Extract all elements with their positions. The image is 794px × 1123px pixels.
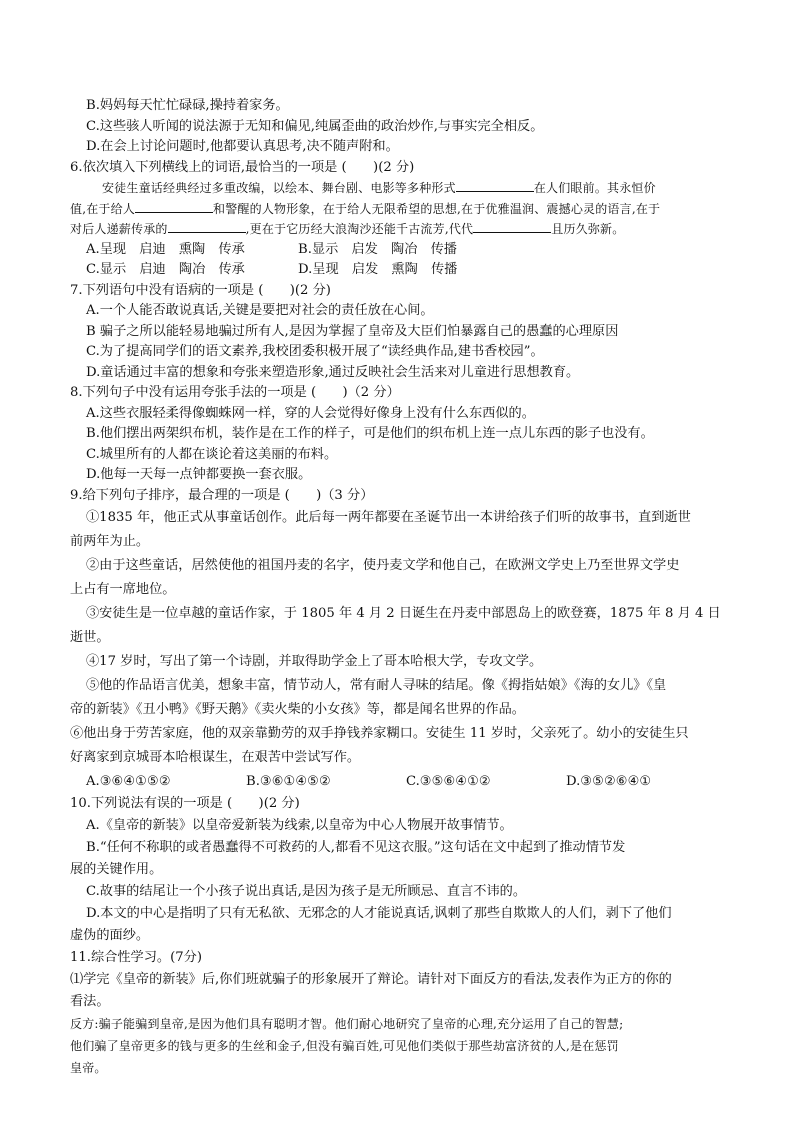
q9-sentence-3-cont: 逝世。 [70, 630, 110, 645]
q9-option-a: A.③⑥④①⑤② [86, 774, 171, 789]
q6-blank-1 [456, 178, 534, 192]
q8-option-b: B.他们摆出两架织布机，装作是在工作的样子，可是他们的织布机上连一点儿东西的影子也没有。 [86, 426, 654, 441]
q10-option-d: D.本文的中心是指明了只有无私欲、无邪念的人才能说真话,讽刺了那些自欺欺人的人们，剥下了他们 [86, 905, 672, 921]
q6-passage-text: ,更在于它历经大浪淘沙还能千古流芳,代代 [245, 222, 474, 236]
q11-opponent-view-1: 反方:骗子能骗到皇帝,是因为他们具有聪明才智。他们耐心地研究了皇帝的心理,充分运用了自己的智慧; [70, 1016, 624, 1031]
q9-stem: 9.给下列句子排序，最合理的一项是 ( )（3 分） [70, 487, 374, 503]
q8-option-a: A.这些衣服轻柔得像蜘蛛网一样，穿的人会觉得好像身上没有什么东西似的。 [86, 405, 535, 421]
q6-passage-line-3 [70, 219, 730, 240]
q11-part-1: ⑴学完《皇帝的新装》后,你们班就骗子的形象展开了辩论。请针对下面反方的看法,发表作为正方的你的 [70, 971, 672, 987]
q9-sentence-5: ⑤他的作品语言优美，想象丰富，情节动人，常有耐人寻味的结尾。像《拇指姑娘》《海的女儿》《皇 [86, 678, 667, 693]
q10-option-a: A.《皇帝的新装》以皇帝爱新装为线索,以皇帝为中心人物展开故事情节。 [86, 817, 513, 833]
q9-sentence-4: ④17 岁时，写出了第一个诗剧，并取得助学金上了哥本哈根大学，专攻文学。 [86, 654, 543, 669]
q11-opponent-view-2: 他们骗了皇帝更多的钱与更多的生丝和金子,但没有骗百姓,可见他们类似于那些劫富济贫的人,是在惩罚 [70, 1038, 619, 1053]
q10-stem: 10.下列说法有误的一项是 ( )(2 分) [70, 796, 300, 811]
q10-option-c: C.故事的结尾让一个小孩子说出真话,是因为孩子是无所顾忌、直言不讳的。 [86, 883, 527, 899]
q6-passage-line-2 [70, 199, 730, 220]
q6-stem: 6.依次填入下列横线上的词语,最恰当的一项是 ( )(2 分) [70, 159, 415, 175]
q6-options-row-2 [70, 260, 730, 281]
q9-sentence-1: ①1835 年，他正式从事童话创作。此后每一两年都要在圣诞节出一本讲给孩子们听的故事书，直到逝世 [86, 510, 691, 525]
q6-blank-4 [473, 219, 551, 233]
q9-sentence-6: ⑥他出身于劳苦家庭，他的双亲靠勤劳的双手挣钱养家糊口。安徒生 11 岁时，父亲死了。幼小的安徒生只 [70, 726, 689, 741]
q5-option-c: C.这些骇人听闻的说法源于无知和偏见,纯属歪曲的政治炒作,与事实完全相反。 [86, 118, 544, 134]
q6-option-c: C.显示 启迪 陶冶 传承 [86, 262, 245, 277]
q7-option-c: C.为了提高同学们的语文素养,我校团委积极开展了“读经典作品,建书香校园”。 [86, 344, 544, 359]
q9-option-c: C.③⑤⑥④①② [406, 774, 491, 789]
q6-blank-3 [168, 219, 246, 233]
q6-options-row-1 [70, 240, 730, 261]
q7-option-b: B 骗子之所以能轻易地骗过所有人,是因为掌握了皇帝及大臣们怕暴露自己的愚蠢的心理原因 [86, 323, 619, 339]
q7-option-a: A.一个人能否敢说真话,关键是要把对社会的责任放在心间。 [86, 303, 434, 318]
q9-sentence-3: ③安徒生是一位卓越的童话作家，于 1805 年 4 月 2 日诞生在丹麦中部恩岛上的欧登赛，1875 年 8 月 4 日 [86, 606, 721, 621]
q7-stem: 7.下列语句中没有语病的一项是 ( )(2 分) [70, 282, 331, 298]
q10-option-b: B.“任何不称职的或者愚蠢得不可救药的人,都看不见这衣服。”这句话在文中起到了推动情节发 [86, 839, 626, 855]
q5-option-d: D.在会上讨论问题时,他都要认真思考,决不随声附和。 [86, 139, 399, 154]
q9-sentence-1-cont: 前两年为止。 [70, 534, 150, 549]
q6-passage-text: 和警醒的人物形象，在于给人无限希望的思想,在于优雅温润、震撼心灵的语言,在于 [213, 201, 661, 216]
q10-option-d-cont: 虚伪的面纱。 [70, 927, 150, 943]
q6-passage-text: 且历久弥新。 [551, 222, 625, 236]
q6-option-d: D.呈现 启发 熏陶 传播 [298, 262, 458, 277]
q6-passage-line-1 [70, 178, 730, 199]
q8-option-c: C.城里所有的人都在谈论着这美丽的布料。 [86, 446, 338, 462]
q6-passage-text: 值,在于给人 [70, 201, 136, 216]
q11-stem: 11.综合性学习。(7分) [70, 949, 202, 965]
q6-option-b: B.显示 启发 陶冶 传播 [298, 241, 457, 257]
q6-option-a: A.呈现 启迪 熏陶 传承 [86, 241, 245, 257]
q8-stem: 8.下列句子中没有运用夸张手法的一项是 ( )（2 分） [70, 385, 400, 400]
q6-passage-text: 安徒生童话经典经过多重改编，以绘本、舞台剧、电影等多种形式 [102, 181, 456, 195]
q9-sentence-6-cont: 好离家到京城哥本哈根谋生，在艰苦中尝试写作。 [70, 750, 361, 765]
q7-option-d: D.童话通过丰富的想象和夸张来塑造形象,通过反映社会生活来对儿童进行思想教育。 [86, 364, 580, 380]
q9-sentence-5-cont: 帝的新装》《丑小鸭》《野天鹅》《卖火柴的小女孩》等，都是闻名世界的作品。 [70, 702, 525, 717]
q8-option-d: D.他每一天每一点钟都要换一套衣服。 [86, 467, 312, 482]
q11-part-1-cont: 看法。 [70, 993, 110, 1009]
page-content [70, 96, 730, 1079]
q6-passage-text: 对后人递薪传承的 [70, 222, 168, 236]
q6-blank-2 [135, 199, 213, 213]
q9-options [70, 770, 726, 794]
q6-passage-text: 在人们眼前。其永恒价 [533, 181, 656, 195]
q9-sentence-2-cont: 上占有一席地位。 [70, 582, 176, 597]
q9-sentence-2: ②由于这些童话，居然使他的祖国丹麦的名字，使丹麦文学和他自己，在欧洲文学史上乃至世界文学史 [86, 558, 680, 573]
q5-option-b: B.妈妈每天忙忙碌碌,操持着家务。 [86, 98, 289, 113]
q11-opponent-view-3: 皇帝。 [70, 1060, 107, 1075]
q9-option-b: B.③⑥①④⑤② [246, 774, 331, 789]
q10-option-b-cont: 展的关键作用。 [70, 861, 163, 877]
q9-option-d: D.③⑤②⑥④① [566, 774, 652, 789]
